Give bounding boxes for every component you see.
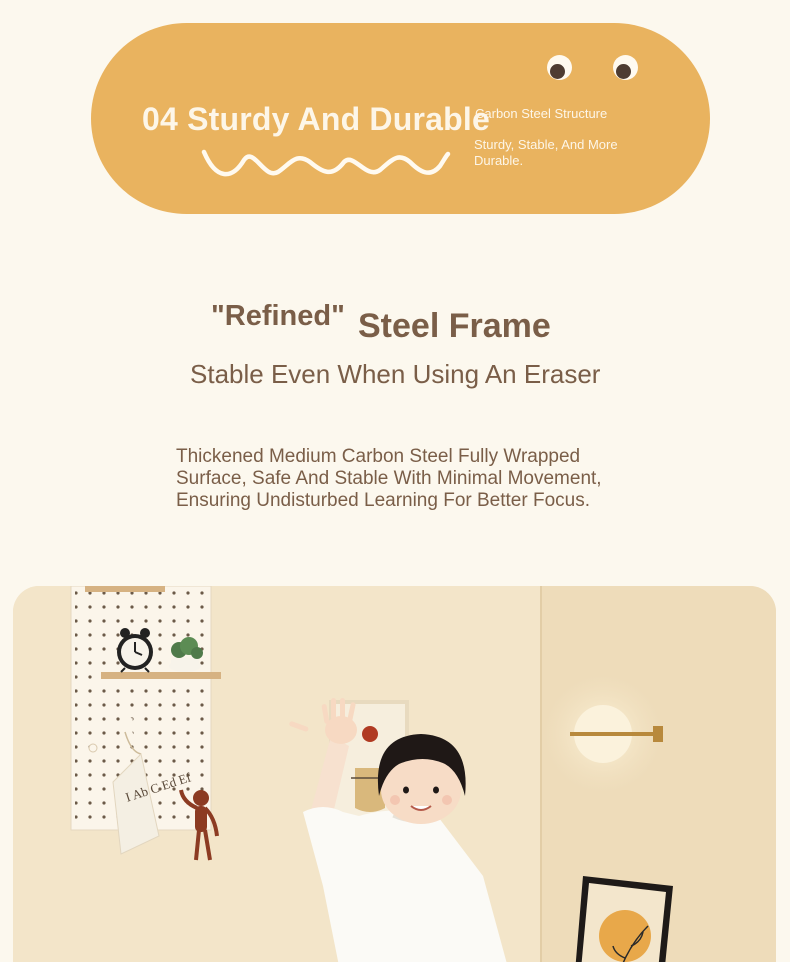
bag-lettering: I Ab C Ed Ef: [123, 769, 193, 805]
steel-frame-heading: Steel Frame: [358, 307, 551, 345]
stable-subheading: Stable Even When Using An Eraser: [190, 359, 601, 389]
wave-decoration: [198, 146, 454, 184]
banner-subtitle-durable: Sturdy, Stable, And More Durable.: [474, 137, 618, 168]
wall-lamp-icon: [543, 674, 663, 794]
refined-heading: "Refined": [211, 300, 345, 332]
cartoon-eye-right-icon: [613, 55, 638, 80]
floor-picture-frame: [573, 876, 673, 962]
feature-description: Thickened Medium Carbon Steel Fully Wrapped Surface, Safe And Stable With Minimal Movement, Ensuring Undisturbed Learning For Better Focus.: [176, 446, 602, 511]
banner-title: 04 Sturdy And Durable: [142, 101, 490, 137]
cartoon-eye-left-icon: [547, 55, 572, 80]
banner-subtitle-structure: Carbon Steel Structure: [475, 106, 608, 121]
product-scene-photo: [13, 586, 776, 962]
